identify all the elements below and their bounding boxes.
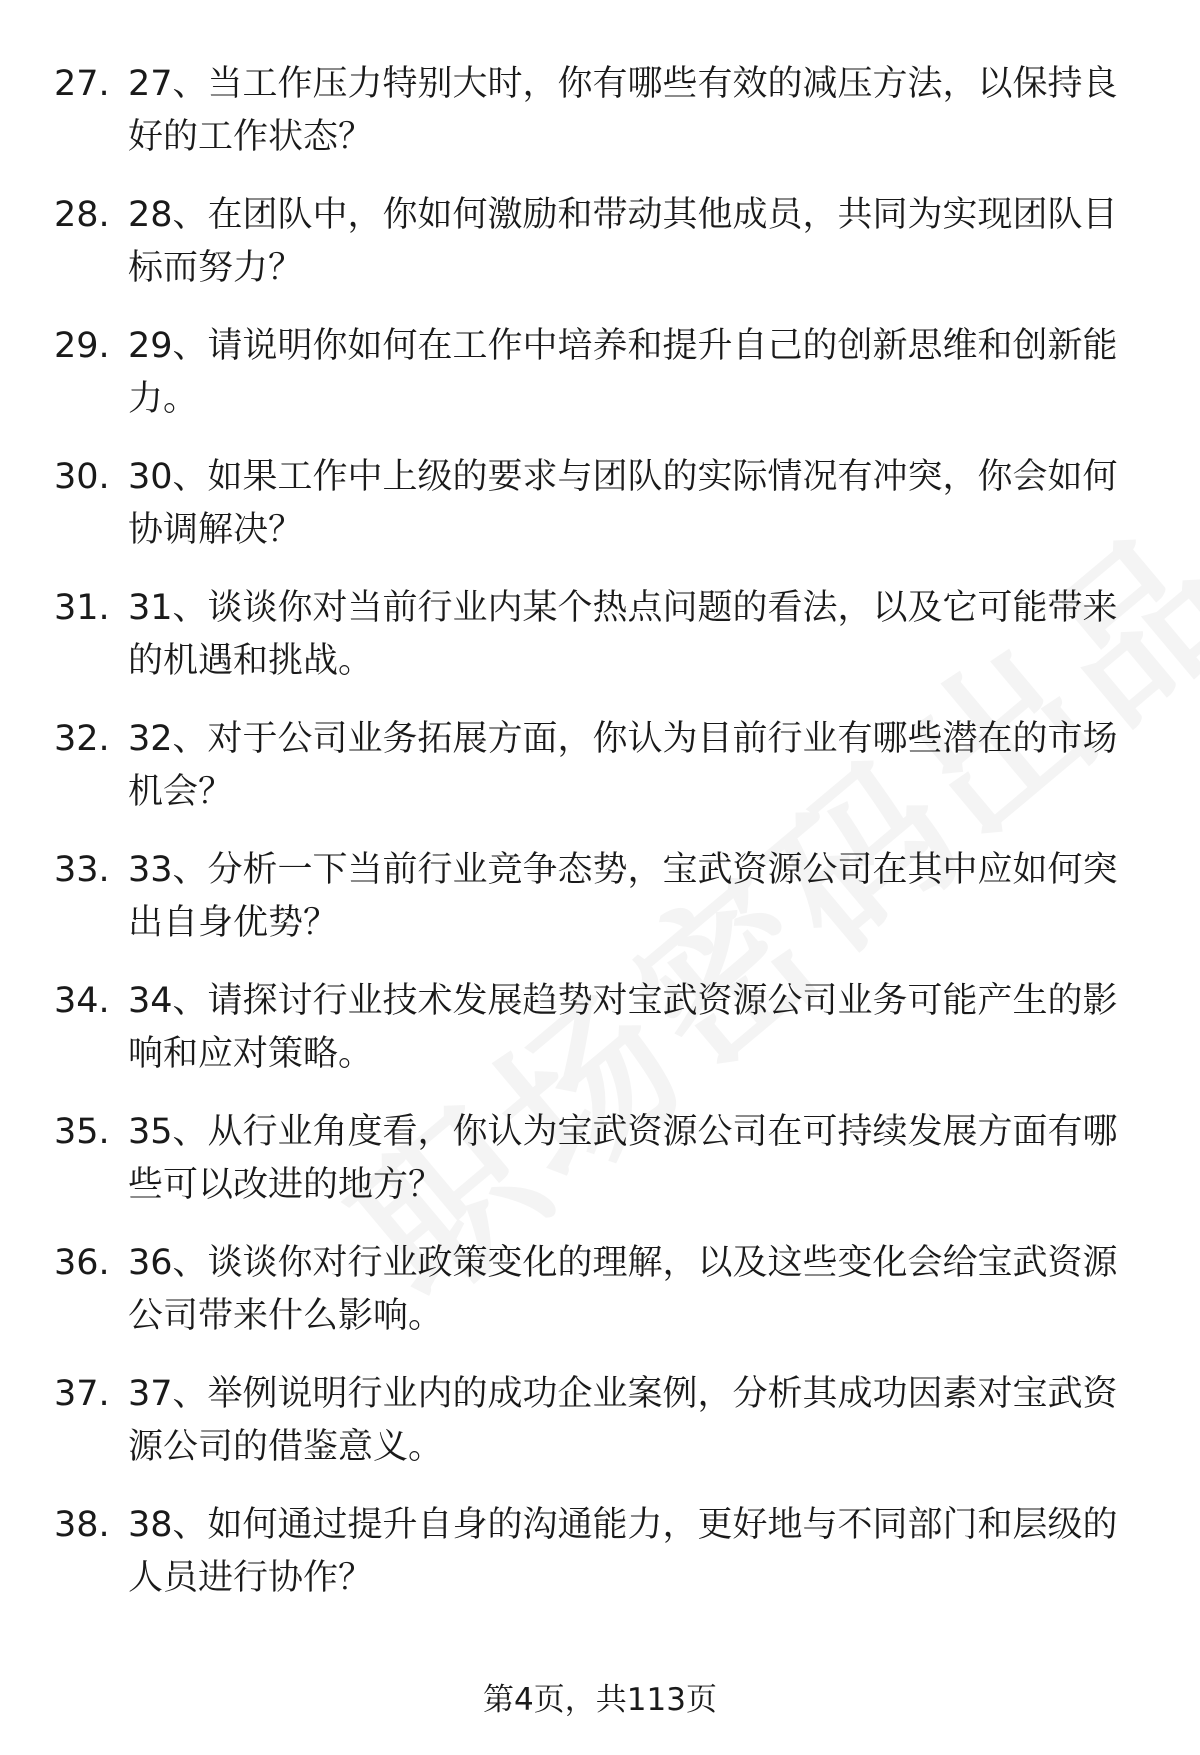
question-item-31	[0, 582, 1200, 713]
question-item-28	[0, 189, 1200, 320]
question-number: 29.	[54, 326, 110, 366]
question-number: 37.	[54, 1374, 110, 1414]
question-number: 34.	[54, 981, 110, 1021]
question-item-34	[0, 975, 1200, 1106]
question-item-35	[0, 1106, 1200, 1237]
question-text: 36、谈谈你对行业政策变化的理解，以及这些变化会给宝武资源公司带来什么影响。	[128, 1243, 1118, 1336]
question-item-32	[0, 713, 1200, 844]
question-number: 27.	[54, 64, 110, 104]
question-item-27	[0, 58, 1200, 189]
question-item-33	[0, 844, 1200, 975]
question-item-30	[0, 451, 1200, 582]
question-list	[0, 58, 1200, 1630]
question-text: 33、分析一下当前行业竞争态势，宝武资源公司在其中应如何突出自身优势？	[128, 850, 1118, 943]
question-text: 31、谈谈你对当前行业内某个热点问题的看法，以及它可能带来的机遇和挑战。	[128, 588, 1118, 681]
question-text: 34、请探讨行业技术发展趋势对宝武资源公司业务可能产生的影响和应对策略。	[128, 981, 1118, 1074]
question-number: 33.	[54, 850, 110, 890]
question-text: 27、当工作压力特别大时，你有哪些有效的减压方法，以保持良好的工作状态？	[128, 64, 1118, 157]
question-text: 28、在团队中，你如何激励和带动其他成员，共同为实现团队目标而努力？	[128, 195, 1118, 288]
question-text: 37、举例说明行业内的成功企业案例，分析其成功因素对宝武资源公司的借鉴意义。	[128, 1374, 1118, 1467]
question-text: 38、如何通过提升自身的沟通能力，更好地与不同部门和层级的人员进行协作？	[128, 1505, 1118, 1598]
question-text: 29、请说明你如何在工作中培养和提升自己的创新思维和创新能力。	[128, 326, 1118, 419]
question-number: 30.	[54, 457, 110, 497]
question-text: 32、对于公司业务拓展方面，你认为目前行业有哪些潜在的市场机会？	[128, 719, 1118, 812]
page-footer	[0, 1680, 1200, 1720]
question-item-37	[0, 1368, 1200, 1499]
question-number: 35.	[54, 1112, 110, 1152]
question-number: 32.	[54, 719, 110, 759]
page-number-label: 第4页，共113页	[483, 1682, 717, 1718]
question-item-38	[0, 1499, 1200, 1630]
question-item-29	[0, 320, 1200, 451]
question-number: 36.	[54, 1243, 110, 1283]
question-item-36	[0, 1237, 1200, 1368]
question-number: 31.	[54, 588, 110, 628]
question-text: 35、从行业角度看，你认为宝武资源公司在可持续发展方面有哪些可以改进的地方？	[128, 1112, 1118, 1205]
question-text: 30、如果工作中上级的要求与团队的实际情况有冲突，你会如何协调解决？	[128, 457, 1118, 550]
question-number: 28.	[54, 195, 110, 235]
question-number: 38.	[54, 1505, 110, 1545]
